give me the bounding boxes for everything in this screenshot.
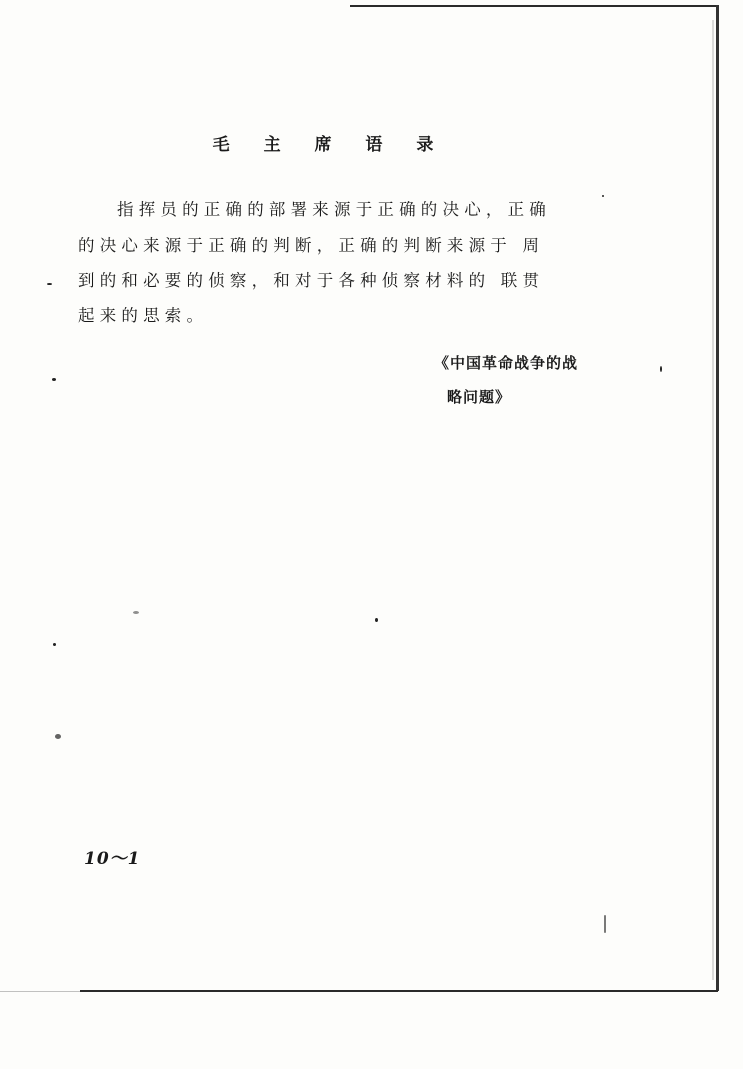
page-border-right-shadow	[712, 20, 714, 980]
scan-speck	[602, 195, 604, 197]
page-border-bottom-faint	[0, 991, 80, 992]
quote-line-2: 的决心来源于正确的判断，正确的判断来源于 周	[78, 236, 545, 255]
quotation-heading: 毛 主 席 语 录	[212, 135, 448, 155]
page-border-top	[350, 5, 717, 7]
scan-speck	[52, 378, 56, 381]
page-number: 10～1	[84, 849, 141, 869]
page-border-right	[716, 5, 719, 991]
scan-speck	[660, 366, 662, 372]
scan-speck	[55, 734, 61, 739]
source-citation-line-1: 《中国革命战争的战	[434, 354, 579, 372]
scan-speck	[375, 618, 378, 622]
source-citation-line-2: 略问题》	[447, 388, 512, 406]
quote-line-1: 指挥员的正确的部署来源于正确的决心，正确	[117, 200, 551, 219]
scan-speck	[47, 283, 52, 285]
scan-speck	[604, 915, 606, 933]
page-border-bottom	[80, 990, 718, 992]
quote-line-4: 起来的思索。	[78, 306, 209, 325]
scan-speck	[133, 611, 139, 614]
quote-line-3: 到的和必要的侦察，和对于各种侦察材料的 联贯	[78, 271, 545, 290]
scan-speck	[53, 643, 56, 646]
